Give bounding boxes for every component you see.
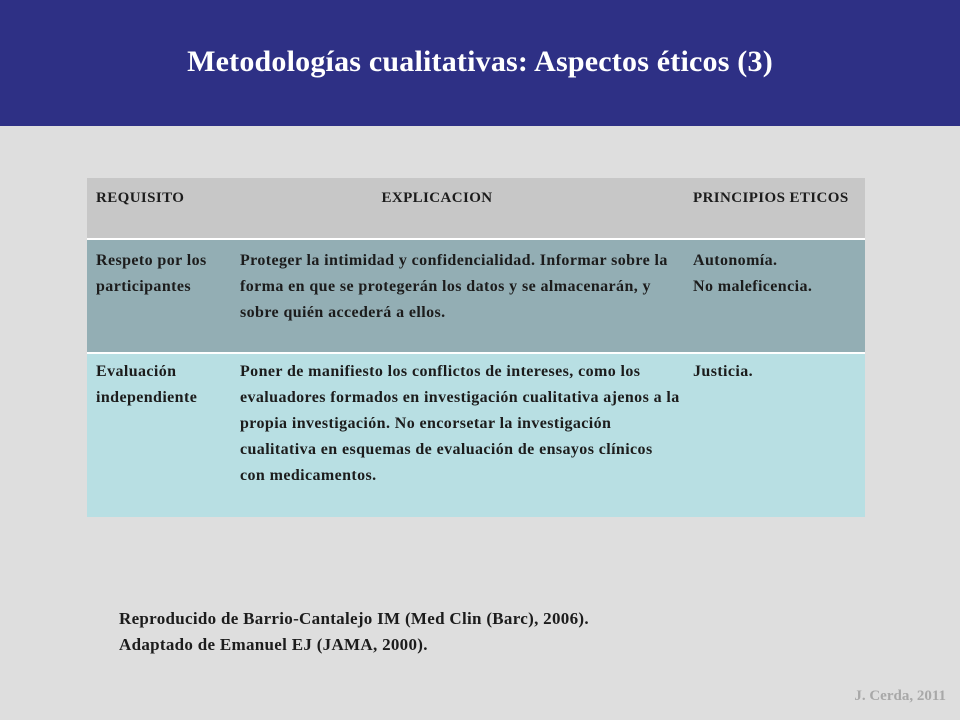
title-banner <box>0 0 960 126</box>
header-requisito: REQUISITO <box>96 190 185 206</box>
table-row <box>87 354 865 517</box>
cell-requisito: Evaluación independiente <box>96 363 198 406</box>
principle-item: Autonomía. <box>693 252 778 269</box>
table-header-row <box>87 178 865 238</box>
reference-line: Adaptado de Emanuel EJ (JAMA, 2000). <box>119 635 428 654</box>
author-credit: J. Cerda, 2011 <box>854 688 946 704</box>
table-row <box>87 240 865 352</box>
reference-line: Reproducido de Barrio-Cantalejo IM (Med Clin (Barc), 2006). <box>119 609 589 628</box>
principle-item: Justicia. <box>693 363 754 380</box>
header-principios: PRINCIPIOS ETICOS <box>693 190 849 206</box>
cell-explicacion: Poner de manifiesto los conflictos de intereses, como los evaluadores formados en investigación cualitativa ajenos a la propia investigación. No encorsetar la investigación cualitativa en esquemas de evaluación de ensayos clínicos con medicamentos. <box>240 363 680 484</box>
principle-item: No maleficencia. <box>693 278 813 295</box>
cell-principios <box>693 359 861 385</box>
header-explicacion: EXPLICACION <box>381 190 493 206</box>
reference-note <box>119 606 589 658</box>
cell-requisito: Respeto por los participantes <box>96 252 207 295</box>
cell-explicacion: Proteger la intimidad y confidencialidad. Informar sobre la forma en que se protegerán los datos y se almacenarán, y sobre quién accederá a ellos. <box>240 252 668 321</box>
slide-title: Metodologías cualitativas: Aspectos éticos (3) <box>187 45 773 78</box>
cell-principios <box>693 248 861 300</box>
ethics-table <box>87 178 865 517</box>
